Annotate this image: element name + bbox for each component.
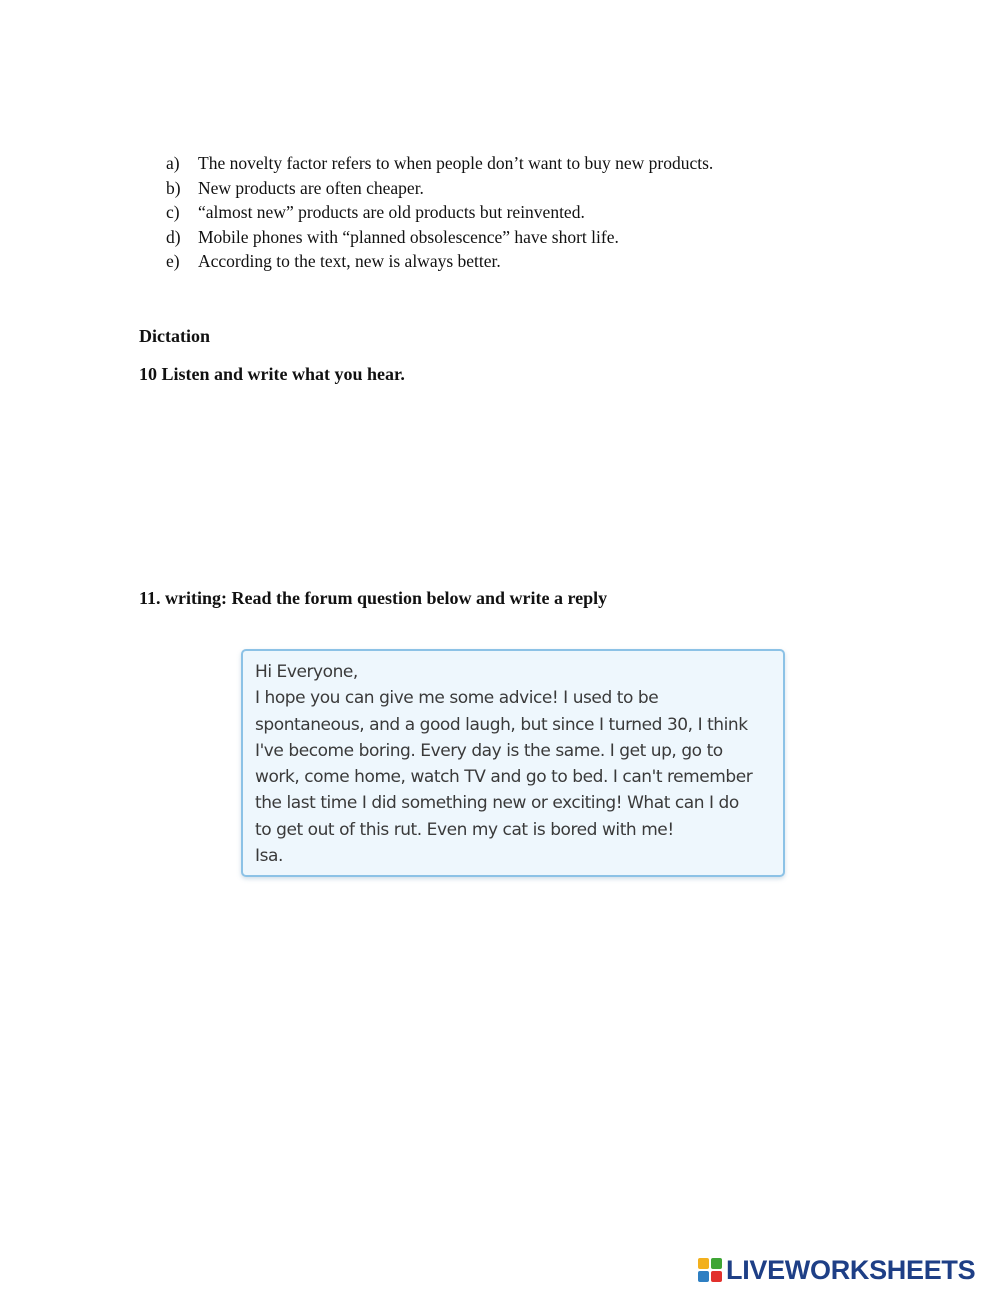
forum-post bbox=[241, 649, 785, 877]
forum-line: Hi Everyone, bbox=[255, 662, 358, 682]
statement-item bbox=[166, 200, 713, 225]
statement-text: According to the text, new is always better. bbox=[198, 251, 501, 271]
writing-task: 11. writing: Read the forum question below and write a reply bbox=[139, 588, 608, 608]
statement-text: Mobile phones with “planned obsolescence” have short life. bbox=[198, 226, 619, 247]
liveworksheets-logo bbox=[698, 1254, 975, 1286]
forum-line: I've become boring. Every day is the same. I get up, go to bbox=[255, 740, 723, 761]
forum-line: the last time I did something new or exciting! What can I do bbox=[255, 793, 739, 814]
logo-square bbox=[698, 1258, 709, 1269]
forum-line: spontaneous, and a good laugh, but since I turned 30, I think bbox=[255, 714, 748, 735]
statement-letter: c) bbox=[166, 202, 180, 222]
statement-item bbox=[166, 225, 713, 250]
statement-text: The novelty factor refers to when people don’t want to buy new products. bbox=[198, 153, 714, 173]
logo-square bbox=[711, 1271, 722, 1282]
forum-line: to get out of this rut. Even my cat is bored with me! bbox=[255, 819, 674, 840]
statement-text: “almost new” products are old products but reinvented. bbox=[198, 202, 585, 222]
logo-square bbox=[698, 1271, 709, 1282]
statement-item bbox=[166, 151, 713, 176]
forum-line: I hope you can give me some advice! I used to be bbox=[255, 688, 659, 709]
statement-letter: b) bbox=[166, 177, 181, 198]
statement-list bbox=[166, 151, 713, 274]
logo-square bbox=[711, 1258, 722, 1269]
statement-letter: e) bbox=[166, 251, 180, 271]
brand-name: LIVEWORKSHEETS bbox=[726, 1254, 976, 1285]
statement-text: New products are often cheaper. bbox=[198, 177, 424, 198]
logo-mark-icon bbox=[698, 1258, 722, 1282]
dictation-heading: Dictation bbox=[139, 326, 210, 346]
dictation-task: 10 Listen and write what you hear. bbox=[139, 364, 405, 384]
statement-item bbox=[166, 249, 713, 274]
forum-line: work, come home, watch TV and go to bed. I can't remember bbox=[255, 767, 753, 788]
statement-item bbox=[166, 176, 713, 201]
forum-line: Isa. bbox=[255, 846, 283, 867]
statement-letter: d) bbox=[166, 226, 181, 247]
statement-letter: a) bbox=[166, 153, 180, 173]
